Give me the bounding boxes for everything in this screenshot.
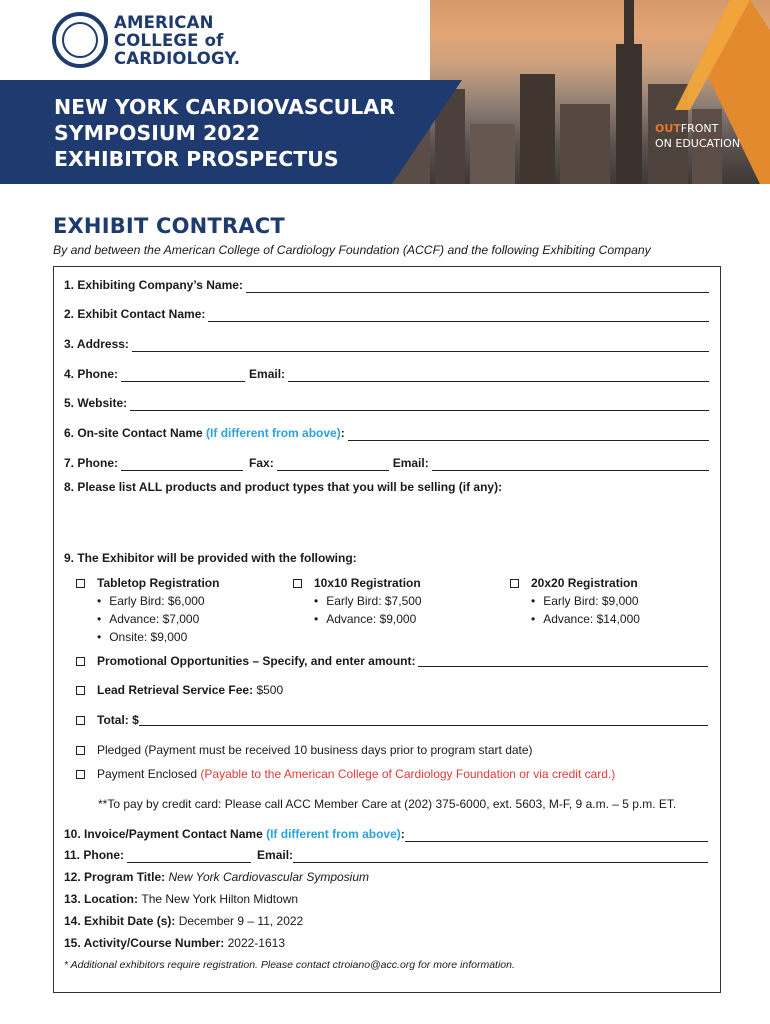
header-banner: [0, 0, 770, 184]
email-field[interactable]: [288, 370, 709, 382]
contact-name-row: 2. Exhibit Contact Name:: [64, 306, 709, 322]
twenty-by-twenty-checkbox[interactable]: [510, 579, 519, 588]
pledged-row: Pledged (Payment must be received 10 business days prior to program start date): [76, 742, 533, 758]
invoice-phone-field[interactable]: [127, 851, 251, 863]
promo-row: Promotional Opportunities – Specify, and enter amount:: [76, 653, 708, 669]
acc-seal-icon: [52, 12, 108, 68]
twenty-by-twenty-option: 20x20 Registration • Early Bird: $9,000 • Advance: $14,000: [510, 574, 640, 628]
website-row: 5. Website:: [64, 395, 709, 411]
promo-field[interactable]: [418, 655, 708, 667]
list-item: • Early Bird: $9,000: [531, 592, 640, 610]
company-name-row: 1. Exhibiting Company’s Name:: [64, 277, 709, 293]
ten-by-ten-checkbox[interactable]: [293, 579, 302, 588]
program-title-row: 12. Program Title: New York Cardiovascular Symposium: [64, 870, 370, 884]
contact-name-field[interactable]: [208, 310, 709, 322]
address-field[interactable]: [132, 340, 709, 352]
payment-enclosed-row: Payment Enclosed (Payable to the American College of Cardiology Foundation or via credit card.): [76, 766, 615, 782]
payment-enclosed-checkbox[interactable]: [76, 770, 85, 779]
total-checkbox[interactable]: [76, 716, 85, 725]
course-number-row: 15. Activity/Course Number: 2022-1613: [64, 936, 285, 950]
list-item: • Early Bird: $7,500: [314, 592, 422, 610]
list-item: • Early Bird: $6,000: [97, 592, 219, 610]
tabletop-checkbox[interactable]: [76, 579, 85, 588]
onsite-contact-field[interactable]: [348, 429, 709, 441]
location-row: 13. Location: The New York Hilton Midtown: [64, 892, 299, 906]
provided-label: 9. The Exhibitor will be provided with the following:: [64, 551, 357, 565]
lead-retrieval-row: Lead Retrieval Service Fee: $500: [76, 682, 283, 698]
outfront-tagline: OUTFRONT ON EDUCATION: [655, 122, 741, 150]
ten-by-ten-option: 10x10 Registration • Early Bird: $7,500 • Advance: $9,000: [293, 574, 422, 628]
phone-fax-email-row: 7. Phone: Fax: Email:: [64, 455, 709, 471]
invoice-contact-row: 10. Invoice/Payment Contact Name (If different from above) :: [64, 826, 708, 842]
onsite-phone-field[interactable]: [121, 459, 243, 471]
list-item: • Onsite: $9,000: [97, 628, 219, 646]
logo-area: [0, 0, 430, 80]
contract-title: EXHIBIT CONTRACT: [53, 214, 285, 238]
tabletop-option: Tabletop Registration • Early Bird: $6,000 • Advance: $7,000 • Onsite: $9,000: [76, 574, 219, 646]
fax-field[interactable]: [277, 459, 389, 471]
total-field[interactable]: [139, 714, 708, 726]
org-name: AMERICAN COLLEGE of CARDIOLOGY.: [114, 13, 241, 68]
credit-card-note: **To pay by credit card: Please call ACC Member Care at (202) 375-6000, ext. 5603, M-F, 9 a.m. – 5 p.m. ET.: [98, 797, 677, 811]
invoice-phone-email-row: 11. Phone: Email:: [64, 847, 708, 863]
list-item: • Advance: $7,000: [97, 610, 219, 628]
invoice-email-field[interactable]: [293, 851, 708, 863]
address-row: 3. Address:: [64, 336, 709, 352]
company-name-field[interactable]: [246, 281, 709, 293]
onsite-contact-row: 6. On-site Contact Name (If different from above) :: [64, 425, 709, 441]
lead-retrieval-checkbox[interactable]: [76, 686, 85, 695]
phone-email-row: 4. Phone: Email:: [64, 366, 709, 382]
pledged-checkbox[interactable]: [76, 746, 85, 755]
list-item: • Advance: $14,000: [531, 610, 640, 628]
invoice-contact-field[interactable]: [405, 830, 708, 842]
exhibit-date-row: 14. Exhibit Date (s): December 9 – 11, 2022: [64, 914, 304, 928]
website-field[interactable]: [130, 399, 709, 411]
prospectus-title: NEW YORK CARDIOVASCULAR SYMPOSIUM 2022 EXHIBITOR PROSPECTUS: [54, 95, 395, 171]
contract-subtitle: By and between the American College of Cardiology Foundation (ACCF) and the following Exhibiting Company: [53, 243, 651, 257]
footnote: * Additional exhibitors require registration. Please contact ctroiano@acc.org for more information.: [64, 959, 515, 971]
phone-field[interactable]: [121, 370, 245, 382]
onsite-email-field[interactable]: [432, 459, 709, 471]
products-label: 8. Please list ALL products and product types that you will be selling (if any):: [64, 480, 503, 494]
promo-checkbox[interactable]: [76, 657, 85, 666]
orange-triangle-graphic: [630, 0, 770, 184]
list-item: • Advance: $9,000: [314, 610, 422, 628]
total-row: Total: $: [76, 712, 708, 728]
